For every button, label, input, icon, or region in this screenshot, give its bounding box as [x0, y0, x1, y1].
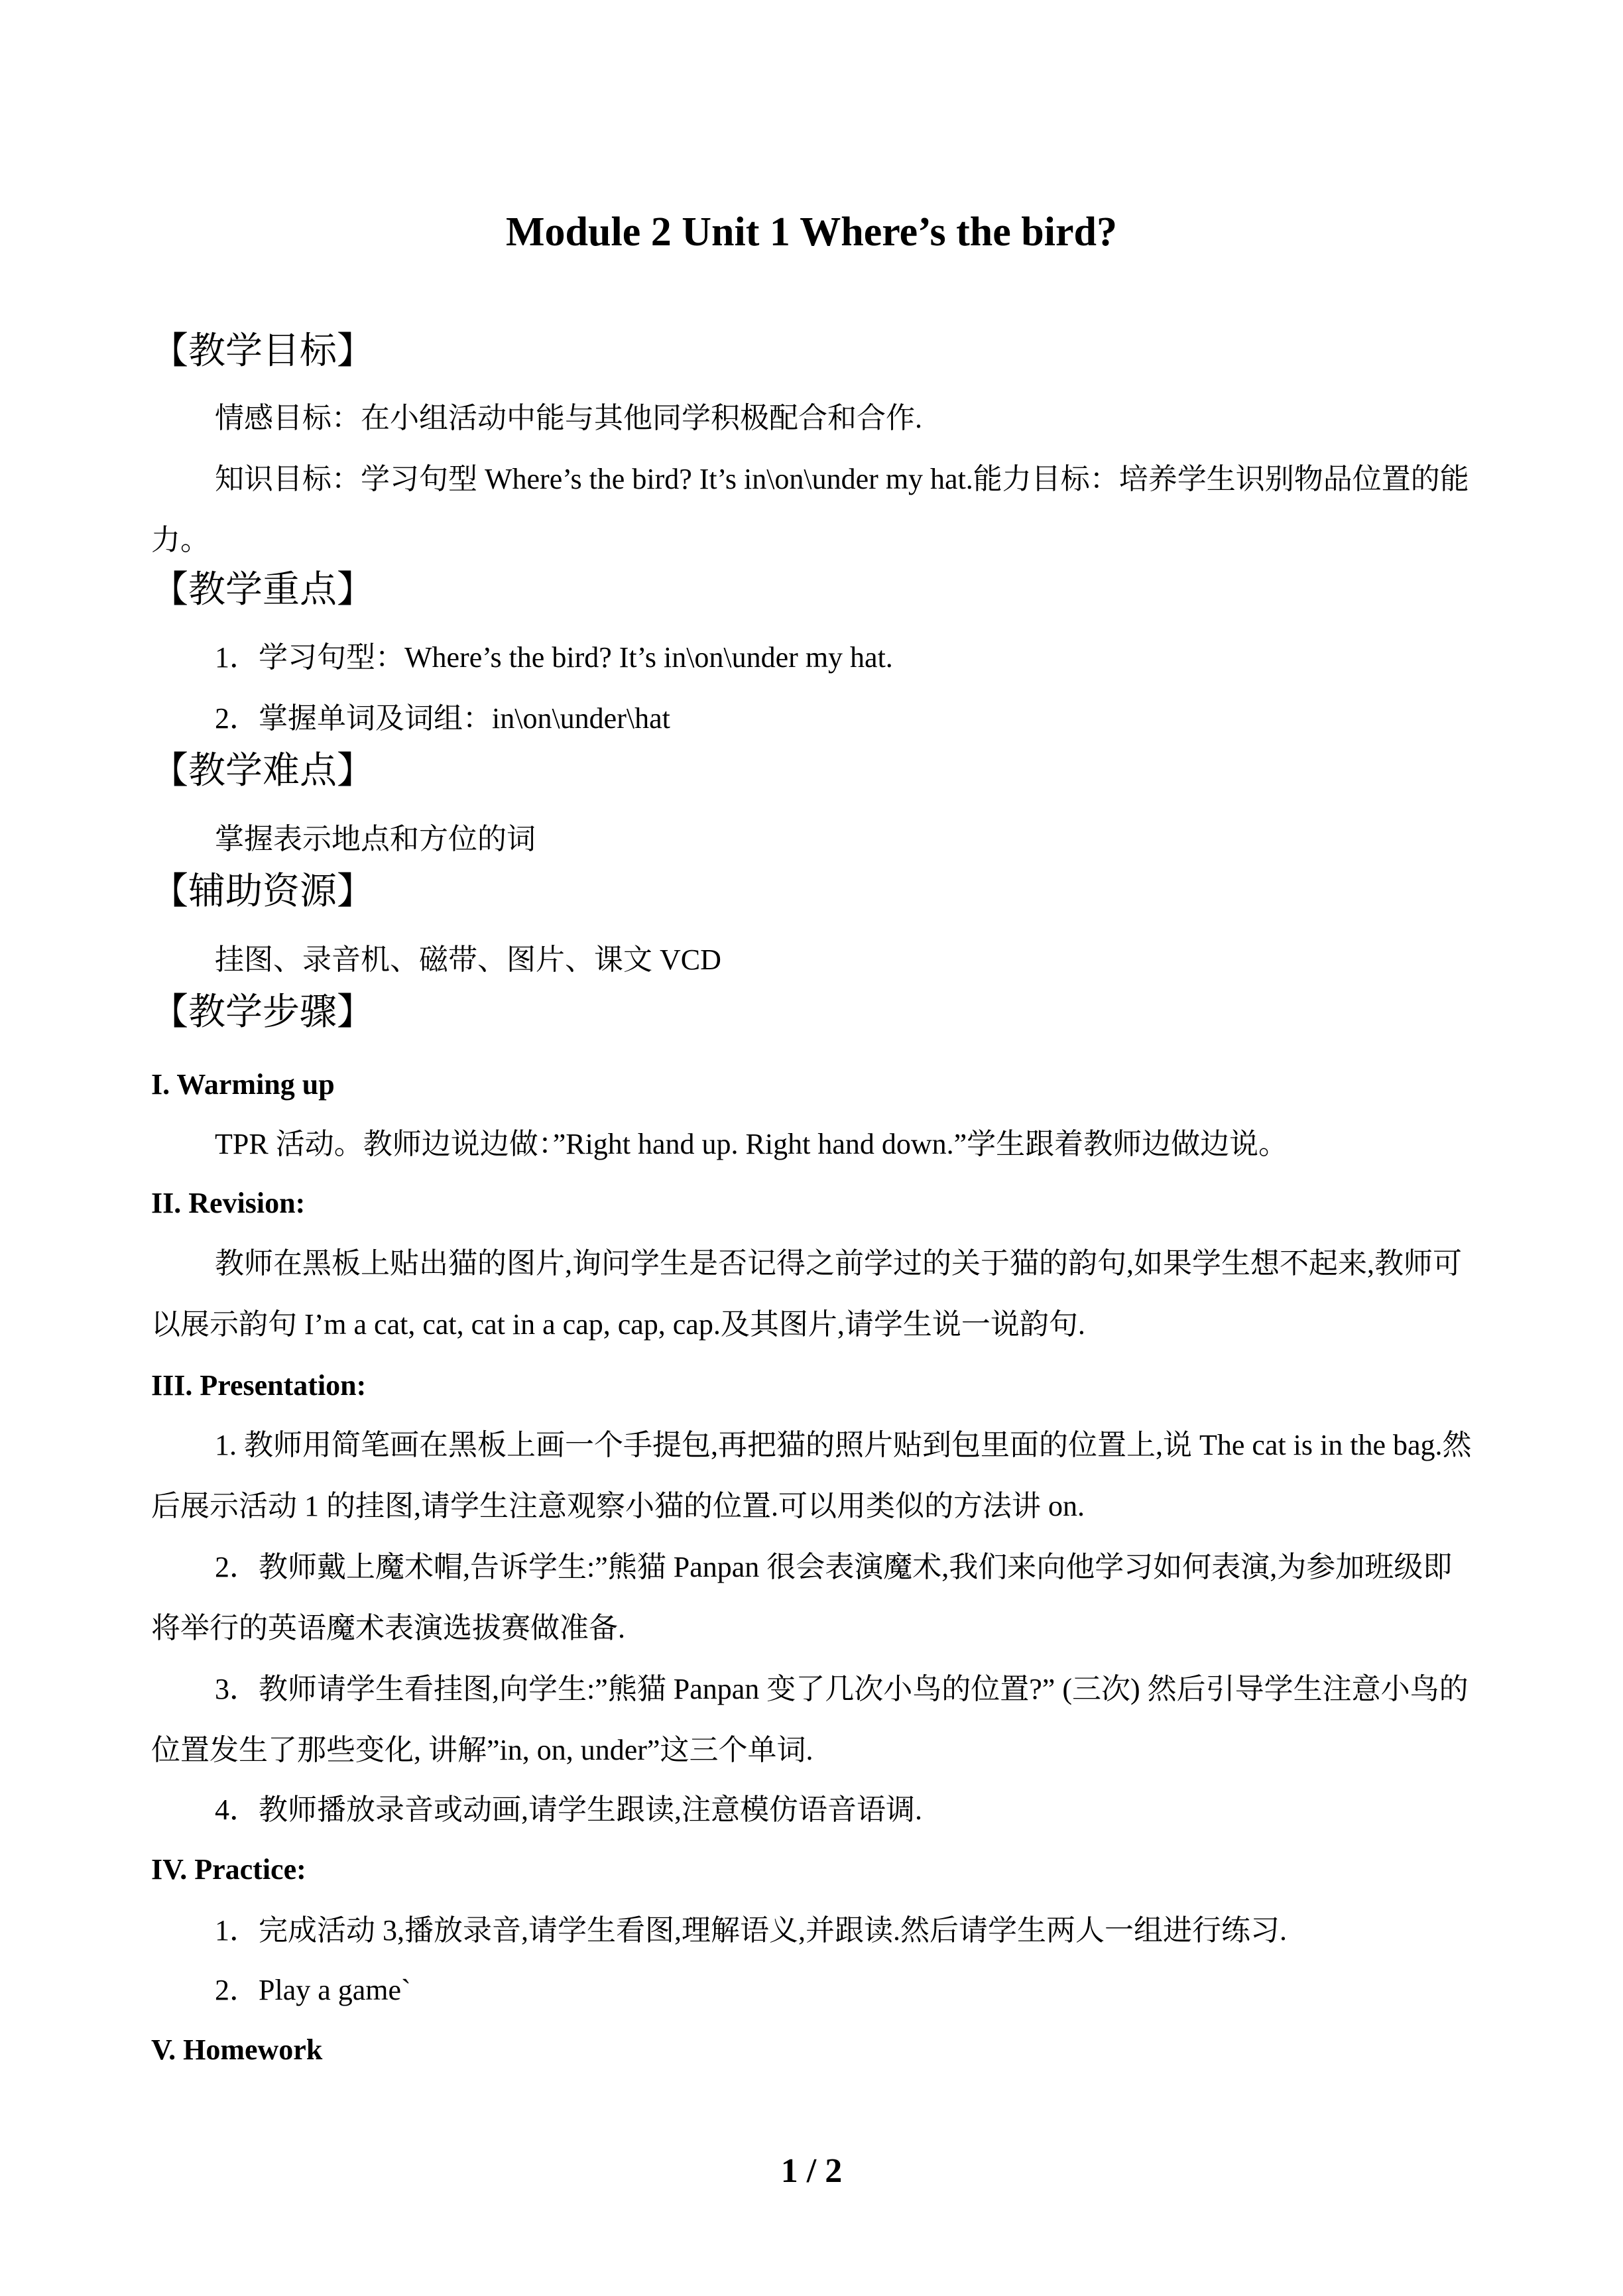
resources-text: 挂图、录音机、磁带、图片、课文 VCD: [215, 943, 721, 976]
presentation-item: 2．教师戴上魔术帽,告诉学生:”熊猫 Panpan 很会表演魔术,我们来向他学习如何表演,为参加班级即将举行的英语魔术表演选拔赛做准备.: [151, 1551, 1453, 1644]
objective-emotional: 情感目标：在小组活动中能与其他同学积极配合和合作.: [215, 402, 922, 434]
heading-difficulties: 【教学难点】: [151, 751, 374, 792]
heading-resources: 【辅助资源】: [151, 871, 374, 912]
step-homework: V. Homework: [151, 2033, 323, 2066]
difficulty-text: 掌握表示地点和方位的词: [215, 823, 536, 855]
objective-knowledge: 知识目标：学习句型 Where’s the bird? It’s in\on\under my hat.能力目标：培养学生识别物品位置的能力。: [151, 463, 1469, 556]
step-practice: IV. Practice:: [151, 1853, 306, 1886]
step-presentation: III. Presentation:: [151, 1369, 367, 1402]
page-number: 1 / 2: [780, 2152, 843, 2190]
presentation-item: 3．教师请学生看挂图,向学生:”熊猫 Panpan 变了几次小鸟的位置?” (三次) 然后引导学生注意小鸟的位置发生了那些变化, 讲解”in, on, under”这三个单词.: [151, 1673, 1469, 1766]
warming-up-text: TPR 活动。教师边说边做：”Right hand up. Right hand down.”学生跟着教师边做边说。: [215, 1128, 1288, 1160]
document-title: Module 2 Unit 1 Where’s the bird?: [506, 210, 1117, 255]
step-warming-up: I. Warming up: [151, 1068, 335, 1101]
revision-text: 教师在黑板上贴出猫的图片,询问学生是否记得之前学过的关于猫的韵句,如果学生想不起来,教师可以展示韵句 I’m a cat, cat, cat in a cap, cap, cap.及其图片,请学生说一说韵句.: [151, 1247, 1462, 1341]
practice-item: 1．完成活动 3,播放录音,请学生看图,理解语义,并跟读.然后请学生两人一组进行练习.: [215, 1914, 1287, 1947]
key-point-item: 2．掌握单词及词组：in\on\under\hat: [215, 702, 670, 735]
heading-key-points: 【教学重点】: [151, 570, 374, 611]
heading-steps: 【教学步骤】: [151, 992, 374, 1033]
practice-item: 2．Play a game`: [215, 1974, 411, 2006]
presentation-item: 4．教师播放录音或动画,请学生跟读,注意模仿语音语调.: [215, 1793, 922, 1826]
presentation-item: 1. 教师用简笔画在黑板上画一个手提包,再把猫的照片贴到包里面的位置上,说 The cat is in the bag.然后展示活动 1 的挂图,请学生注意观察小猫的位置.可以用类似的方法讲 on.: [151, 1429, 1472, 1522]
heading-objectives: 【教学目标】: [151, 331, 374, 372]
step-revision: II. Revision:: [151, 1187, 306, 1219]
key-point-item: 1．学习句型：Where’s the bird? It’s in\on\under my hat.: [215, 641, 893, 674]
